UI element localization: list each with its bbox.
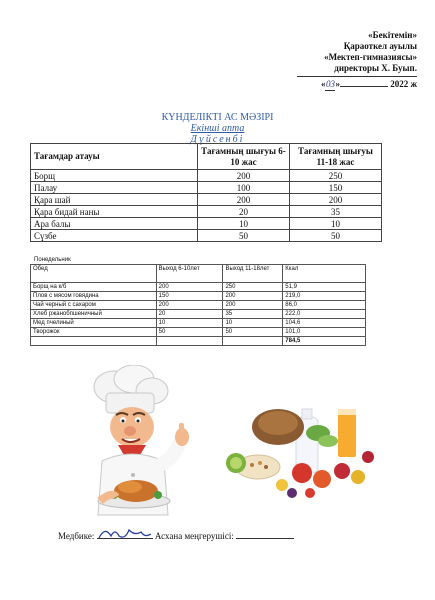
kcal-value: 222,0 [283, 310, 366, 319]
portion-11-18: 35 [290, 206, 382, 218]
russian-table-row [31, 283, 366, 292]
portion-11-18: 10 [290, 218, 382, 230]
canteen-manager-label: Асхана меңгерушісі: [154, 531, 234, 541]
output-6-10: 200 [156, 283, 223, 292]
portion-11-18: 50 [290, 230, 382, 242]
food-illustration [218, 395, 383, 510]
portion-6-10: 10 [198, 218, 290, 230]
dish-name: Қара бидай наны [31, 206, 198, 218]
approval-director: директоры Х. Буып. [334, 63, 417, 73]
output-11-18: 250 [223, 283, 283, 292]
kcal-value: 219,0 [283, 292, 366, 301]
kazakh-table-row [31, 194, 382, 206]
portion-11-18: 200 [290, 194, 382, 206]
header-portion-6-10: Тағамның шығуы 6-10 жас [198, 144, 290, 170]
kcal-value: 104,6 [283, 319, 366, 328]
output-11-18: 200 [223, 292, 283, 301]
kazakh-table-row [31, 182, 382, 194]
russian-total-row [31, 337, 366, 346]
kazakh-table-header [31, 144, 382, 170]
dish-name: Сүзбе [31, 230, 198, 242]
canteen-signature-line [236, 530, 294, 539]
chef-illustration [72, 365, 222, 525]
output-6-10: 50 [156, 328, 223, 337]
date-close-quote: » [335, 79, 340, 89]
total-empty-cell [223, 337, 283, 346]
menu-week: Екінші апта [190, 123, 245, 134]
dish-name: Борщ [31, 170, 198, 182]
header-kcal: Ккал [283, 265, 366, 283]
portion-6-10: 20 [198, 206, 290, 218]
russian-menu-table [30, 264, 366, 346]
header-output-11-18: Выход 11-18лет [223, 265, 283, 283]
russian-table-row [31, 292, 366, 301]
dish-name: Палау [31, 182, 198, 194]
header-dish-name: Тағамдар атауы [31, 144, 198, 170]
approval-date [227, 79, 417, 91]
russian-menu-block [30, 256, 366, 346]
header-output-6-10: Выход 6-10лет [156, 265, 223, 283]
kazakh-table-row [31, 218, 382, 230]
portion-6-10: 200 [198, 170, 290, 182]
russian-table-row [31, 319, 366, 328]
russian-table-row [31, 328, 366, 337]
signatures-row [58, 530, 294, 541]
output-11-18: 10 [223, 319, 283, 328]
output-6-10: 200 [156, 301, 223, 310]
portion-6-10: 200 [198, 194, 290, 206]
russian-table-header [31, 265, 366, 283]
output-11-18: 35 [223, 310, 283, 319]
total-empty-cell [31, 337, 157, 346]
director-signature-line [297, 76, 417, 77]
kcal-value: 101,0 [283, 328, 366, 337]
kazakh-menu-table [30, 143, 382, 242]
portion-6-10: 100 [198, 182, 290, 194]
output-6-10: 10 [156, 319, 223, 328]
kcal-value: 51,9 [283, 283, 366, 292]
meal-name: Творожок [31, 328, 157, 337]
menu-title: КҮНДЕЛІКТІ АС МӘЗІРІ [161, 112, 274, 123]
header-meal: Обед [31, 265, 157, 283]
menu-day: Дүйсенбі [190, 134, 245, 145]
dish-name: Қара шай [31, 194, 198, 206]
nurse-signature-line [97, 530, 153, 539]
kazakh-table-row [31, 230, 382, 242]
meal-name: Мед пчелиный [31, 319, 157, 328]
header-portion-11-18: Тағамның шығуы 11-18 жас [290, 144, 382, 170]
approval-heading: «Бекітемін» [368, 30, 417, 40]
approval-school: «Мектеп-гимназиясы» [324, 52, 417, 62]
date-year: 2022 ж [390, 79, 417, 89]
meal-name: Хлеб ржанобпшеничный [31, 310, 157, 319]
total-kcal: 784,5 [283, 337, 366, 346]
meal-name: Чай черный с сахаром [31, 301, 157, 310]
output-11-18: 200 [223, 301, 283, 310]
date-month-blank [340, 86, 388, 87]
portion-11-18: 250 [290, 170, 382, 182]
date-open-quote: « [320, 79, 326, 89]
kazakh-table-row [31, 206, 382, 218]
nurse-label: Медбике: [58, 531, 95, 541]
meal-name: Борщ на к/б [31, 283, 157, 292]
menu-title-block [0, 112, 435, 145]
kazakh-table-row [31, 170, 382, 182]
meal-name: Плов с мясом говядина [31, 292, 157, 301]
portion-11-18: 150 [290, 182, 382, 194]
portion-6-10: 50 [198, 230, 290, 242]
russian-table-caption: Понедельник [34, 257, 71, 263]
russian-table-row [31, 301, 366, 310]
nurse-signature-mark [95, 524, 155, 542]
output-6-10: 150 [156, 292, 223, 301]
total-empty-cell [156, 337, 223, 346]
kcal-value: 86,0 [283, 301, 366, 310]
dish-name: Ара балы [31, 218, 198, 230]
approval-stamp [227, 30, 417, 91]
date-day: 03 [325, 79, 335, 89]
output-6-10: 20 [156, 310, 223, 319]
approval-village: Қараоткел ауылы [343, 41, 417, 51]
output-11-18: 50 [223, 328, 283, 337]
russian-table-row [31, 310, 366, 319]
